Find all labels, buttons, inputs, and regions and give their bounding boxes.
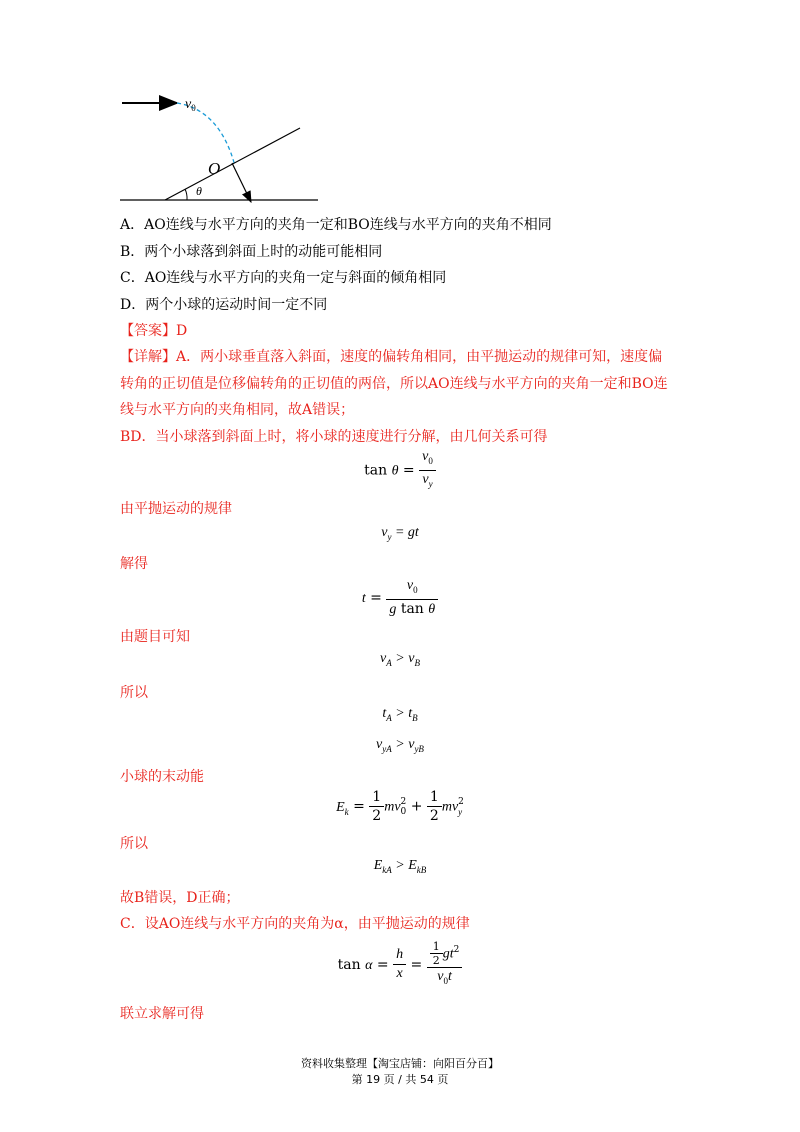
theta-arc: [185, 189, 187, 200]
detail-lianli: 联立求解可得: [120, 1006, 204, 1022]
equation-va-vb: $v_A > v_B$: [380, 651, 420, 668]
equation-t: t = $\frac{v_0}{\text{g tan θ}}$: [0, 577, 800, 619]
footer-source: 资料收集整理【淘宝店铺：向阳百分百】: [301, 1057, 499, 1070]
option-a: A．AO连线与水平方向的夹角一定和BO连线与水平方向的夹角不相同: [120, 217, 552, 233]
equation-vy-gt: $v_y$ = gt: [381, 525, 419, 542]
theta-label: θ: [196, 184, 202, 198]
option-c: C．AO连线与水平方向的夹角一定与斜面的倾角相同: [120, 270, 447, 286]
detail-c-line: C．设AO连线与水平方向的夹角为α，由平抛运动的规律: [120, 916, 470, 932]
detail-pingpao: 由平抛运动的规律: [120, 501, 232, 517]
footer-page-number: 第 19 页 / 共 54 页: [351, 1073, 449, 1086]
detail-youtimu: 由题目可知: [120, 629, 190, 645]
trajectory-dashed: [177, 103, 235, 166]
detail-gub: 故B错误，D正确；: [120, 890, 240, 906]
O-label: O: [208, 159, 221, 178]
detail-modong: 小球的末动能: [120, 769, 204, 785]
answer: 【答案】D: [120, 323, 188, 339]
equation-ek: $E_k$ = $\frac{1}{2}$ mv 2 0 + $\frac{1}{2}$ mv 2 y: [336, 789, 464, 824]
projectile-diagram: [115, 88, 325, 208]
detail-bd: BD．当小球落到斜面上时，将小球的速度进行分解，由几何关系可得: [120, 429, 548, 445]
detail-suoyi-1: 所以: [120, 685, 148, 701]
detail-line-1: 【详解】A．两小球垂直落入斜面，速度的偏转角相同，由平抛运动的规律可知，速度偏: [120, 349, 663, 365]
option-b: B．两个小球落到斜面上时的动能可能相同: [120, 244, 383, 260]
equation-tan-theta: tan θ = $\frac{v_0}{v_y}$: [0, 448, 800, 493]
v0-label: $v_0$: [185, 97, 196, 113]
detail-jiede: 解得: [120, 556, 148, 572]
detail-suoyi-2: 所以: [120, 836, 148, 852]
option-d: D．两个小球的运动时间一定不同: [120, 297, 328, 313]
equation-ta-tb: $t_A > t_B$: [382, 706, 418, 723]
perpendicular-arrow: [232, 163, 251, 202]
equation-tan-alpha: tan α = $\frac{h}{x}$ = $\frac{1}{2}$ $gt^2$ $v_0t$: [0, 940, 800, 990]
detail-line-2: 转角的正切值是位移偏转角的正切值的两倍，所以AO连线与水平方向的夹角一定和BO连: [120, 376, 668, 392]
equation-eka-ekb: $E_{kA} > E_{kB}$: [373, 858, 427, 875]
equation-vya-vyb: $v_{yA} > v_{yB}$: [376, 737, 424, 754]
detail-line-3: 线与水平方向的夹角相同，故A错误；: [120, 402, 355, 418]
